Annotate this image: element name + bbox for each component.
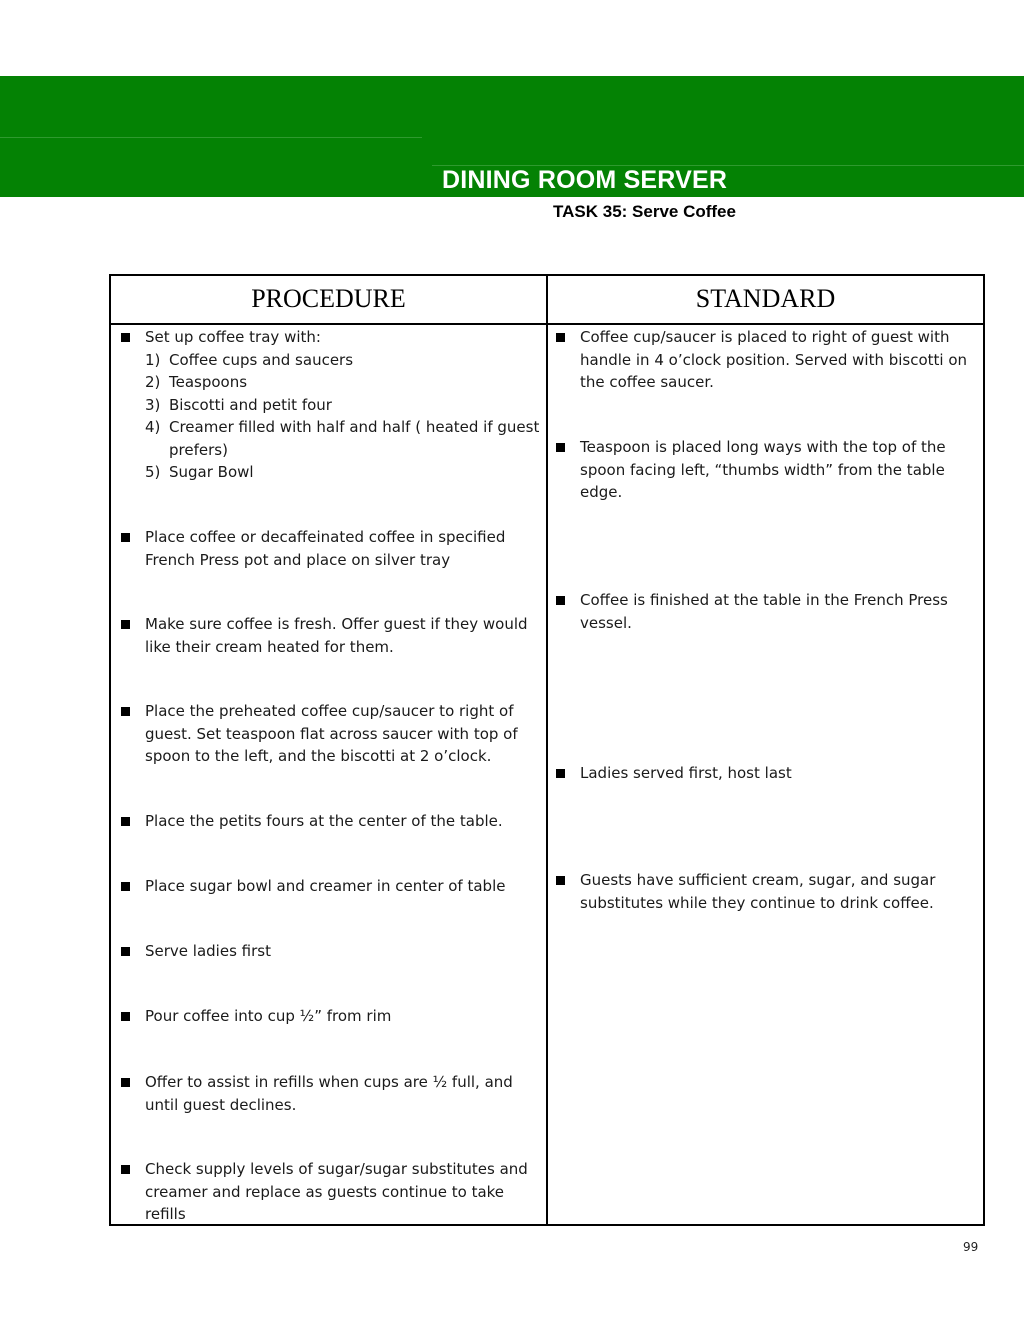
procedure-item — [121, 1158, 531, 1226]
procedure-heading: PROCEDURE — [251, 284, 406, 313]
procedure-item — [121, 613, 531, 658]
procedure-item-text: Set up coffee tray with: — [145, 328, 321, 346]
bullet-square-icon — [556, 333, 565, 342]
procedure-item-text: Make sure coffee is fresh. Offer guest if they would like their cream heated for them. — [145, 615, 528, 656]
procedure-item — [121, 940, 531, 963]
procedure-item — [121, 810, 531, 833]
procedure-item — [121, 526, 531, 571]
bullet-square-icon — [121, 1078, 130, 1087]
procedure-subitem — [145, 371, 541, 394]
procedure-item — [121, 875, 531, 898]
bullet-square-icon — [121, 882, 130, 891]
procedure-item-text: Place the preheated coffee cup/saucer to right of guest. Set teaspoon flat across saucer with top of spoon to the left, and the biscotti at 2 o’clock. — [145, 702, 518, 765]
procedure-subitem — [145, 416, 541, 461]
bullet-square-icon — [121, 947, 130, 956]
procedure-item-text: Place sugar bowl and creamer in center of table — [145, 877, 506, 895]
standard-item-text: Ladies served first, host last — [580, 764, 792, 782]
standard-item — [556, 326, 978, 394]
standard-item-text: Coffee cup/saucer is placed to right of guest with handle in 4 o’clock position. Served with biscotti on the coffee saucer. — [580, 328, 968, 391]
procedure-item-text: Serve ladies first — [145, 942, 271, 960]
bullet-square-icon — [556, 443, 565, 452]
subitem-number: 4) — [145, 418, 161, 436]
bullet-square-icon — [121, 533, 130, 542]
bullet-square-icon — [556, 876, 565, 885]
subitem-number: 1) — [145, 350, 161, 369]
standard-item — [556, 436, 978, 504]
subitem-number: 3) — [145, 395, 161, 414]
bullet-square-icon — [121, 333, 130, 342]
task-title: TASK 35: Serve Coffee — [553, 202, 736, 221]
procedure-subitem — [145, 461, 541, 484]
standard-item — [556, 762, 978, 785]
subitem-text: Coffee cups and saucers — [169, 350, 354, 369]
procedure-item-text: Offer to assist in refills when cups are ½ full, and until guest declines. — [145, 1073, 513, 1114]
subitem-text: Sugar Bowl — [169, 463, 254, 481]
header-row-divider — [111, 323, 983, 325]
procedure-subitem — [145, 394, 541, 417]
procedure-item-text: Check supply levels of sugar/sugar substitutes and creamer and replace as guests continue to take refills — [145, 1160, 528, 1223]
procedure-item — [121, 1005, 531, 1028]
bullet-square-icon — [556, 769, 565, 778]
standard-item-text: Guests have sufficient cream, sugar, and sugar substitutes while they continue to drink coffee. — [580, 871, 936, 912]
subitem-number: 5) — [145, 463, 161, 481]
procedure-item-text: Pour coffee into cup ½” from rim — [145, 1007, 392, 1025]
bullet-square-icon — [121, 620, 130, 629]
procedure-standard-table — [109, 274, 985, 1226]
procedure-item-text: Place coffee or decaffeinated coffee in specified French Press pot and place on silver tray — [145, 528, 506, 569]
standard-heading: STANDARD — [695, 284, 836, 313]
subitem-text: Teaspoons — [169, 373, 248, 391]
procedure-item-text: Place the petits fours at the center of the table. — [145, 812, 503, 830]
bullet-square-icon — [556, 596, 565, 605]
standard-item-text: Coffee is finished at the table in the French Press vessel. — [580, 591, 948, 632]
procedure-item — [121, 1071, 531, 1116]
standard-item — [556, 869, 978, 914]
subitem-text: Biscotti and petit four — [169, 395, 332, 414]
procedure-item — [121, 700, 531, 768]
standard-item — [556, 589, 978, 634]
bullet-square-icon — [121, 817, 130, 826]
procedure-item — [121, 326, 541, 484]
bullet-square-icon — [121, 1165, 130, 1174]
column-divider — [546, 276, 548, 1224]
page-number: 99 — [963, 1240, 979, 1254]
standard-item-text: Teaspoon is placed long ways with the top of the spoon facing left, “thumbs width” from the table edge. — [580, 438, 946, 501]
bullet-square-icon — [121, 1012, 130, 1021]
subitem-text: Creamer filled with half and half ( heated if guest prefers) — [169, 418, 540, 459]
subitem-number: 2) — [145, 373, 161, 391]
document-title: DINING ROOM SERVER — [442, 166, 728, 194]
bullet-square-icon — [121, 707, 130, 716]
header-divider-left — [0, 137, 422, 138]
procedure-subitem — [145, 349, 541, 372]
